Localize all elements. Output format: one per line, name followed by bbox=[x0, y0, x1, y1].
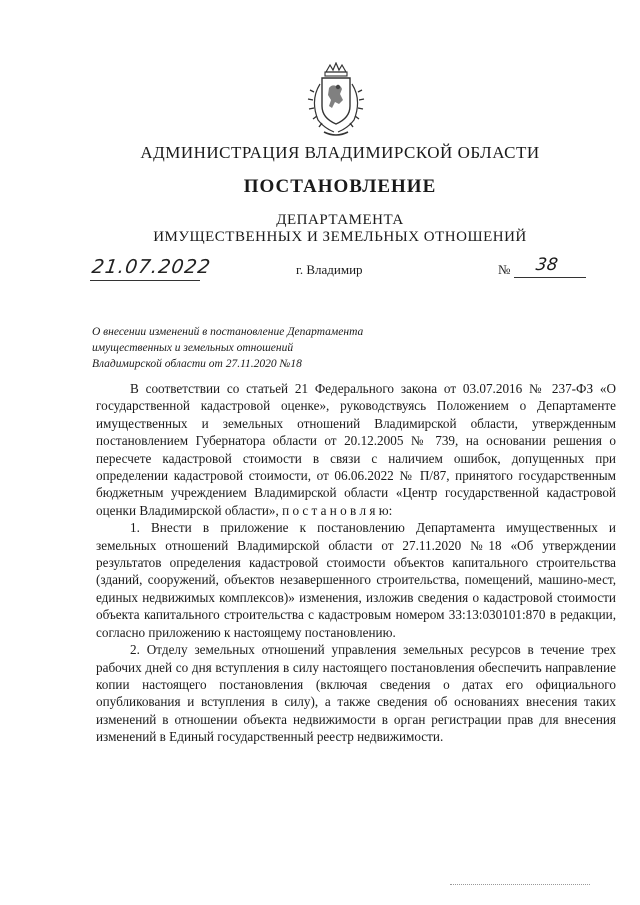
department-title-line1: ДЕПАРТАМЕНТА bbox=[276, 212, 404, 228]
document-date: 21.07.2022 bbox=[90, 256, 213, 278]
subject-line: О внесении изменений в постановление Департамента bbox=[92, 326, 364, 338]
document-subject bbox=[92, 324, 363, 372]
number-label: № bbox=[498, 262, 511, 277]
document-type-title: ПОСТАНОВЛЕНИЕ bbox=[243, 176, 437, 197]
number-underline bbox=[514, 277, 586, 278]
document-body bbox=[96, 380, 616, 746]
clause-2-paragraph: 2. Отделу земельных отношений управления земельных ресурсов в течение трех рабочих дней со дня вступления в силу настоящего постановления обеспечить направление копии настоящего постановления (включая сведения о датах его официального опубликования и вступления в силу), а также сведения об основаниях внесения таких изменений в отношении объекта недвижимости в орган регистрации прав для внесения изменений в Единый государственный реестр недвижимости. bbox=[96, 642, 616, 745]
department-title-line2: ИМУЩЕСТВЕННЫХ И ЗЕМЕЛЬНЫХ ОТНОШЕНИЙ bbox=[153, 229, 527, 245]
preamble-paragraph: В соответствии со статьей 21 Федерального закона от 03.07.2016 № 237-ФЗ «О государственной кадастровой оценке», руководствуясь Положением о Департаменте имущественных и земельных отношений Владимирской области, утвержденным постановлением Губернатора области от 20.12.2005 № 739, на основании решения о пересчете кадастровой стоимости в связи с наличием ошибок, допущенных при определении кадастровой стоимости, от 06.06.2022 № П/87, принятого государственным бюджетным учреждением Владимирской области «Центр государственной кадастровой оценки Владимирской области», п о с т а н о в л я ю: bbox=[96, 381, 616, 518]
clause-1-paragraph: 1. Внести в приложение к постановлению Департамента имущественных и земельных отношений Владимирской области от 27.11.2020 №18 «Об утверждении результатов определения кадастровой стоимости объектов капитального строительства (зданий, сооружений, объектов незавершенного строительства, помещений, машино-мест, единых недвижимых комплексов)» изменения, изложив сведения о кадастровой стоимости объекта капитального строительства с кадастровым номером 33:13:030101:870 в редакции, согласно приложению к настоящему постановлению. bbox=[96, 520, 616, 640]
city-label: г. Владимир bbox=[296, 262, 363, 277]
date-underline bbox=[90, 280, 200, 281]
administration-title: АДМИНИСТРАЦИЯ ВЛАДИМИРСКОЙ ОБЛАСТИ bbox=[140, 143, 540, 162]
subject-line: имущественных и земельных отношений bbox=[92, 342, 294, 354]
document-number: 38 bbox=[534, 255, 560, 275]
subject-line: Владимирской области от 27.11.2020 №18 bbox=[92, 358, 302, 370]
coat-of-arms-icon bbox=[302, 62, 370, 140]
footer-scan-mark bbox=[450, 884, 590, 885]
